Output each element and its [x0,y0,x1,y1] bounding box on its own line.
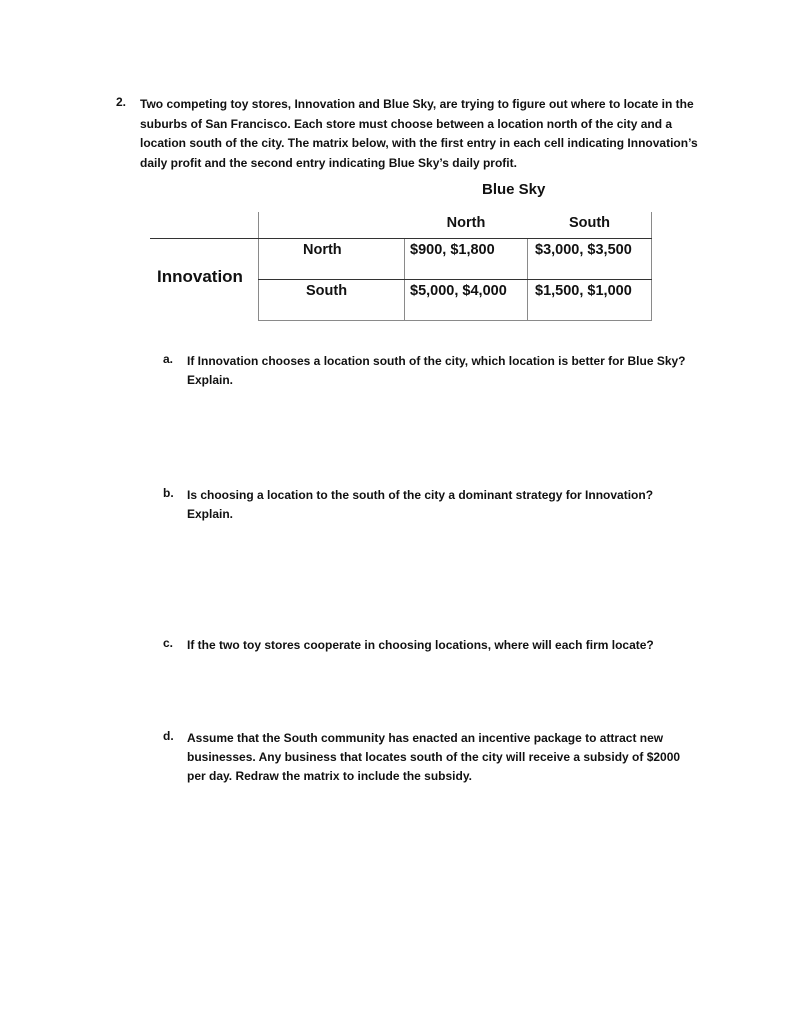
row-header-north: North [303,242,342,258]
subquestion-b-text: Is choosing a location to the south of the city a dominant strategy for Innovation? Explain. [187,488,654,521]
matrix-divider [651,212,652,321]
subquestion-a-text: If Innovation chooses a location south of the city, which location is better for Blue Sky? Explain. [187,354,686,387]
matrix-divider [258,279,652,280]
column-header-north: North [446,215,486,231]
payoff-cell-north-south: $3,000, $3,500 [535,242,632,258]
matrix-divider [258,320,652,321]
subquestion-b-letter: b. [163,486,174,500]
subquestion-c-letter: c. [163,636,174,650]
question-intro: Two competing toy stores, Innovation and Blue Sky, are trying to figure out where to locate in the suburbs of San Francisco. Each store must choose between a location north of the city and a location south of the city. The matrix below, with the first entry in each cell indicating Innovation’s daily profit and the second entry indicating Blue Sky’s daily profit. [140,97,698,170]
matrix-divider [258,212,259,321]
payoff-cell-north-north: $900, $1,800 [410,242,495,258]
subquestion-d-letter: d. [163,729,174,743]
question-number: 2. [116,95,127,109]
matrix-divider [150,238,652,239]
payoff-cell-south-south: $1,500, $1,000 [535,283,632,299]
subquestion-d-text: Assume that the South community has enacted an incentive package to attract new businesses. Any business that locates south of the city will receive a subsidy of $2000 per day. Redraw the matrix to include the subsidy. [187,731,681,783]
column-player-label: Blue Sky [482,181,546,198]
subquestion-a-letter: a. [163,352,174,366]
payoff-cell-south-north: $5,000, $4,000 [410,283,507,299]
row-player-label: Innovation [157,267,243,286]
subquestion-c-text: If the two toy stores cooperate in choosing locations, where will each firm locate? [187,638,654,652]
row-header-south: South [306,283,348,299]
column-header-south: South [568,215,611,231]
